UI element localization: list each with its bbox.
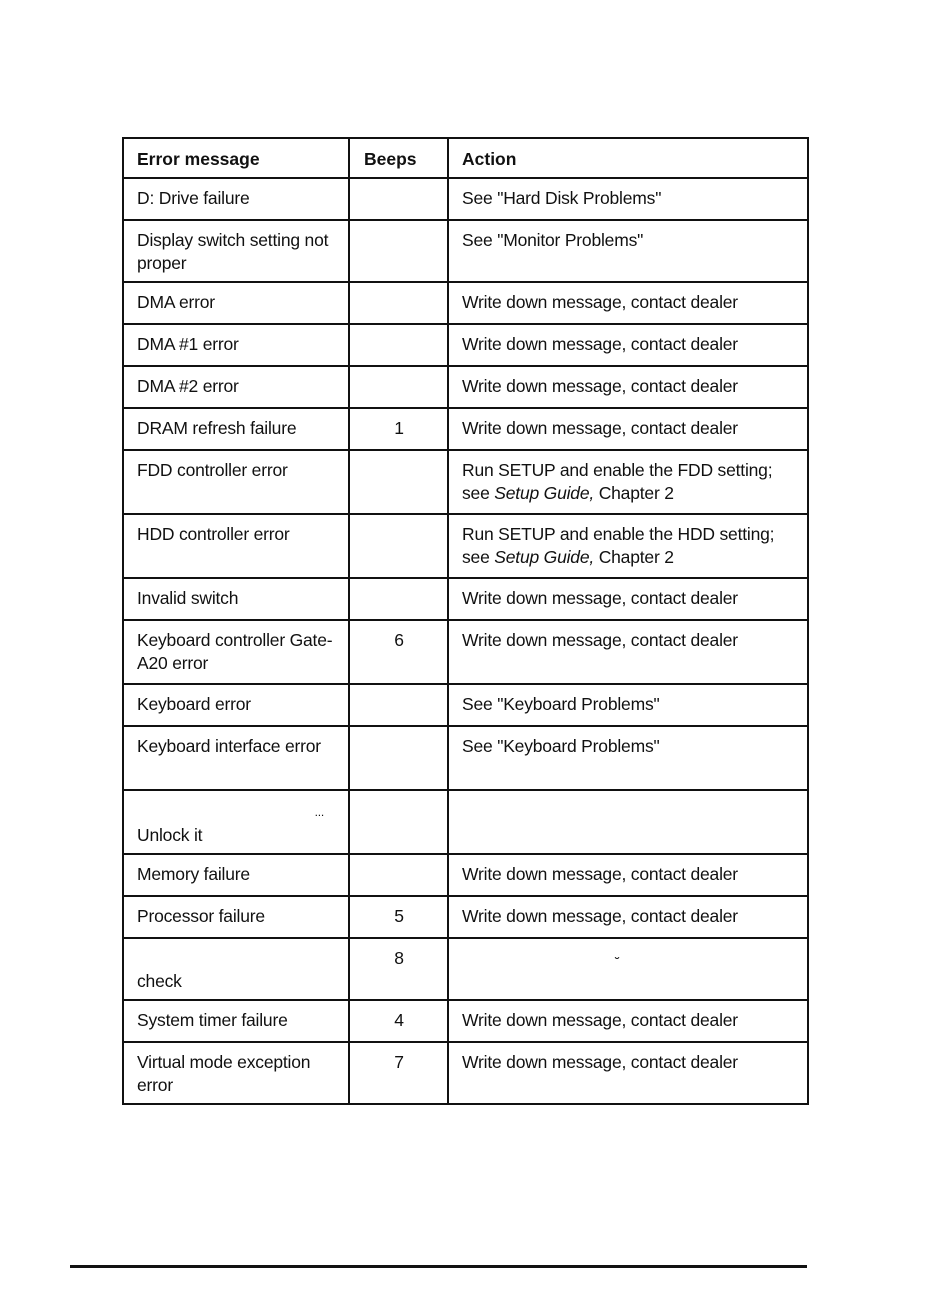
cell-error-message: Memory failure <box>123 854 349 896</box>
cell-action: Write down message, contact dealer <box>448 1000 808 1042</box>
cell-action: Write down message, contact dealer <box>448 896 808 938</box>
cell-beeps <box>349 578 448 620</box>
cell-action: Write down message, contact dealer <box>448 854 808 896</box>
cell-action <box>448 450 808 514</box>
cell-action: Write down message, contact dealer <box>448 620 808 684</box>
table-row <box>123 726 808 790</box>
cell-action: Write down message, contact dealer <box>448 408 808 450</box>
setup-guide-reference: Setup Guide, <box>494 483 595 503</box>
table-row <box>123 578 808 620</box>
cell-action: See "Keyboard Problems" <box>448 726 808 790</box>
cell-beeps: 1 <box>349 408 448 450</box>
message-line: Unlock it <box>137 825 203 845</box>
cell-action <box>448 938 808 1000</box>
action-text: Chapter 2 <box>594 483 674 503</box>
cell-beeps <box>349 790 448 854</box>
cell-beeps: 5 <box>349 896 448 938</box>
table-row <box>123 1000 808 1042</box>
cell-beeps <box>349 220 448 282</box>
cell-action: See "Monitor Problems" <box>448 220 808 282</box>
message-line: check <box>137 971 182 991</box>
cell-error-message: Keyboard controller Gate-A20 error <box>123 620 349 684</box>
table-row <box>123 178 808 220</box>
table-row <box>123 220 808 282</box>
cell-beeps <box>349 450 448 514</box>
cell-beeps <box>349 726 448 790</box>
cell-beeps <box>349 684 448 726</box>
cell-error-message: Keyboard error <box>123 684 349 726</box>
ellipsis-mark: ... <box>314 805 324 819</box>
cell-beeps: 4 <box>349 1000 448 1042</box>
cell-beeps <box>349 514 448 578</box>
cell-error-message: Display switch setting not proper <box>123 220 349 282</box>
error-message-table <box>122 137 809 1105</box>
header-beeps: Beeps <box>349 138 448 178</box>
table-row <box>123 366 808 408</box>
table-row <box>123 938 808 1000</box>
cell-action: See "Hard Disk Problems" <box>448 178 808 220</box>
table-row <box>123 450 808 514</box>
cell-error-message: Keyboard interface error <box>123 726 349 790</box>
cell-error-message: Invalid switch <box>123 578 349 620</box>
setup-guide-reference: Setup Guide, <box>494 547 595 567</box>
cell-error-message: DMA error <box>123 282 349 324</box>
action-text: Chapter 2 <box>594 547 674 567</box>
cell-action: Write down message, contact dealer <box>448 324 808 366</box>
table-header-row <box>123 138 808 178</box>
action-text: Run SETUP and enable the FDD setting; see <box>462 460 773 503</box>
cell-action: Write down message, contact dealer <box>448 578 808 620</box>
cell-error-message: DRAM refresh failure <box>123 408 349 450</box>
cell-error-message: D: Drive failure <box>123 178 349 220</box>
action-text: Run SETUP and enable the HDD setting; see <box>462 524 775 567</box>
message-line <box>137 947 336 970</box>
table-row <box>123 684 808 726</box>
cell-action: Write down message, contact dealer <box>448 282 808 324</box>
table-row <box>123 1042 808 1104</box>
cell-error-message <box>123 938 349 1000</box>
table-row <box>123 854 808 896</box>
cell-action: See "Keyboard Problems" <box>448 684 808 726</box>
header-action: Action <box>448 138 808 178</box>
cell-beeps <box>349 854 448 896</box>
action-mark: ˘ <box>615 954 620 970</box>
cell-action: Write down message, contact dealer <box>448 1042 808 1104</box>
cell-beeps <box>349 366 448 408</box>
cell-error-message: FDD controller error <box>123 450 349 514</box>
cell-action: Write down message, contact dealer <box>448 366 808 408</box>
cell-error-message: System timer failure <box>123 1000 349 1042</box>
table-row <box>123 620 808 684</box>
cell-error-message: HDD controller error <box>123 514 349 578</box>
header-error-message: Error message <box>123 138 349 178</box>
cell-beeps: 8 <box>349 938 448 1000</box>
cell-error-message <box>123 790 349 854</box>
cell-beeps <box>349 324 448 366</box>
cell-beeps: 6 <box>349 620 448 684</box>
table-row <box>123 282 808 324</box>
table-row <box>123 324 808 366</box>
cell-error-message: Processor failure <box>123 896 349 938</box>
cell-beeps <box>349 282 448 324</box>
table-row <box>123 408 808 450</box>
cell-error-message: DMA #2 error <box>123 366 349 408</box>
cell-beeps <box>349 178 448 220</box>
cell-action <box>448 790 808 854</box>
table-row <box>123 790 808 854</box>
cell-error-message: Virtual mode exception error <box>123 1042 349 1104</box>
cell-action <box>448 514 808 578</box>
table-row <box>123 896 808 938</box>
footer-rule <box>70 1265 807 1268</box>
cell-error-message: DMA #1 error <box>123 324 349 366</box>
table-row <box>123 514 808 578</box>
cell-beeps: 7 <box>349 1042 448 1104</box>
